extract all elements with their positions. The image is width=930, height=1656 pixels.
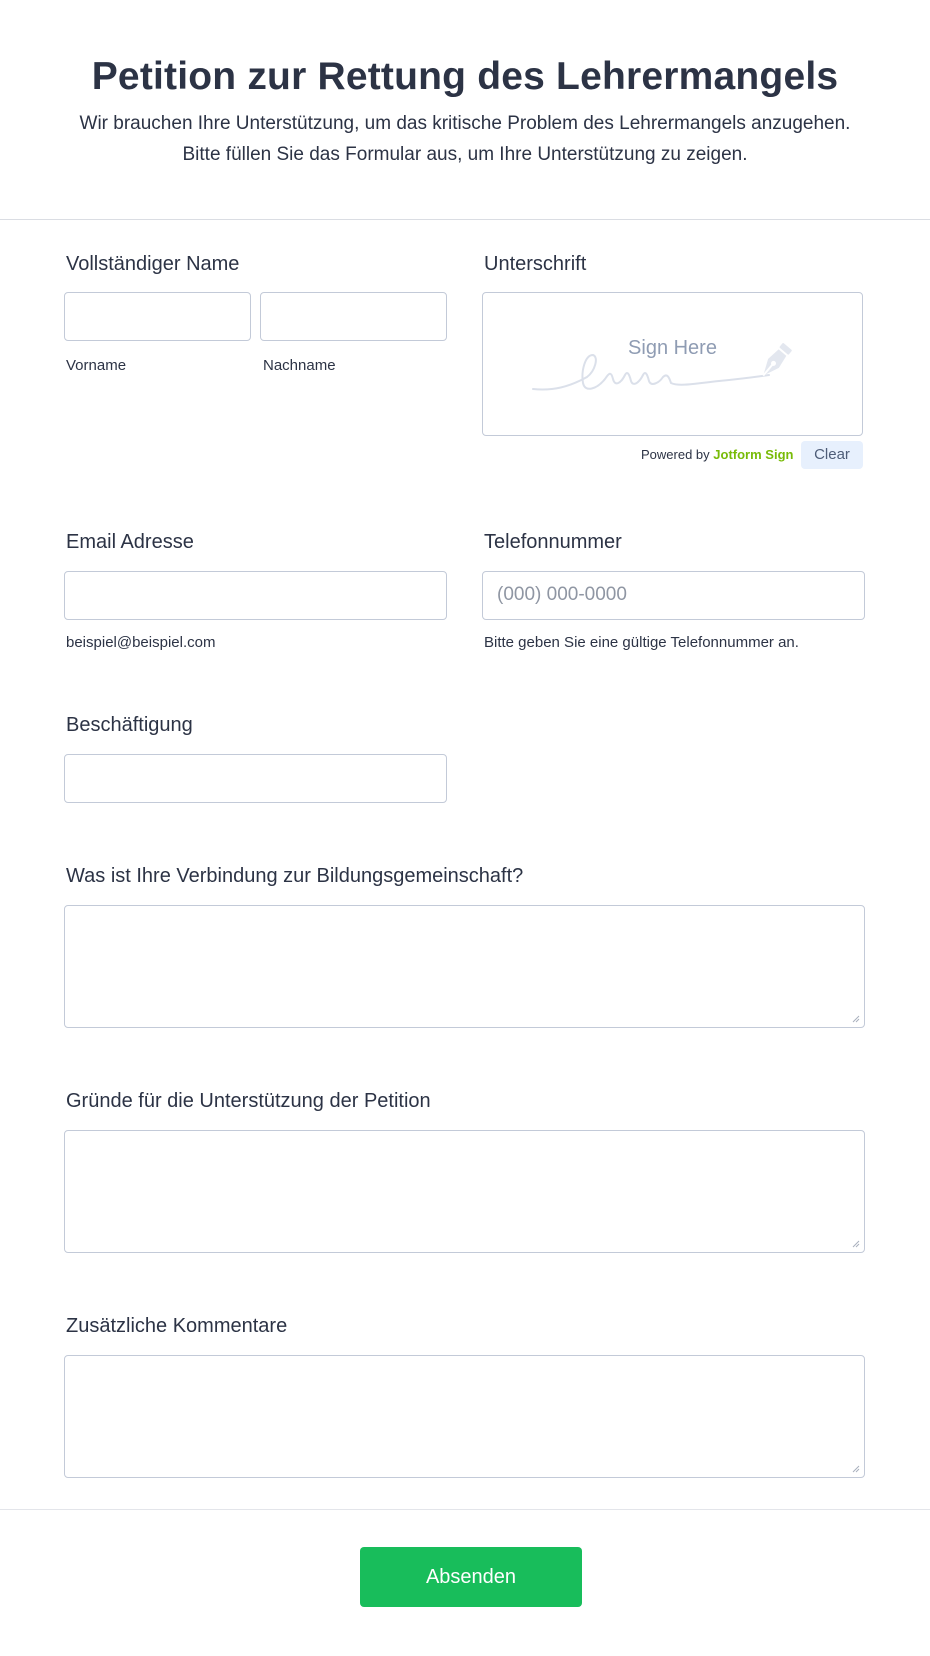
resize-handle-icon[interactable] [850,1238,860,1248]
powered-by-text [641,447,793,462]
signature-label: Unterschrift [484,253,587,275]
occupation-label: Beschäftigung [66,714,193,736]
last-name-input[interactable] [260,292,447,341]
email-input[interactable] [64,571,447,620]
reasons-label: Gründe für die Unterstützung der Petition [66,1090,431,1112]
footer-divider [0,1509,930,1510]
sign-here-hint: Sign Here [628,337,717,359]
occupation-input[interactable] [64,754,447,803]
jotform-sign-link[interactable]: Jotform Sign [713,447,794,462]
phone-placeholder: (000) 000-0000 [497,584,627,605]
reasons-textarea[interactable] [64,1130,865,1253]
powered-by-prefix: Powered by [641,447,710,462]
comments-label: Zusätzliche Kommentare [66,1315,288,1337]
connection-textarea[interactable] [64,905,865,1028]
submit-button[interactable]: Absenden [360,1547,582,1607]
page-description: Wir brauchen Ihre Unterstützung, um das kritische Problem des Lehrermangels anzugehen. Bitte füllen Sie das Formular aus, um Ihre Unterstützung zu zeigen. [79,113,851,165]
phone-input[interactable] [482,571,865,620]
connection-label: Was ist Ihre Verbindung zur Bildungsgemeinschaft? [66,865,524,887]
resize-handle-icon[interactable] [850,1013,860,1023]
signature-pad[interactable] [482,292,863,436]
last-name-sublabel: Nachname [263,357,336,374]
phone-sublabel: Bitte geben Sie eine gültige Telefonnummer an. [484,634,799,651]
page-title: Petition zur Rettung des Lehrermangels [91,55,839,98]
signature-scribble-icon [529,337,819,397]
email-label: Email Adresse [66,531,194,553]
full-name-label: Vollständiger Name [66,253,240,275]
email-sublabel: beispiel@beispiel.com [66,634,216,651]
form-header [0,0,930,220]
first-name-input[interactable] [64,292,251,341]
clear-signature-button[interactable]: Clear [801,441,863,469]
comments-textarea[interactable] [64,1355,865,1478]
first-name-sublabel: Vorname [66,357,127,374]
resize-handle-icon[interactable] [850,1463,860,1473]
phone-label: Telefonnummer [484,531,622,553]
